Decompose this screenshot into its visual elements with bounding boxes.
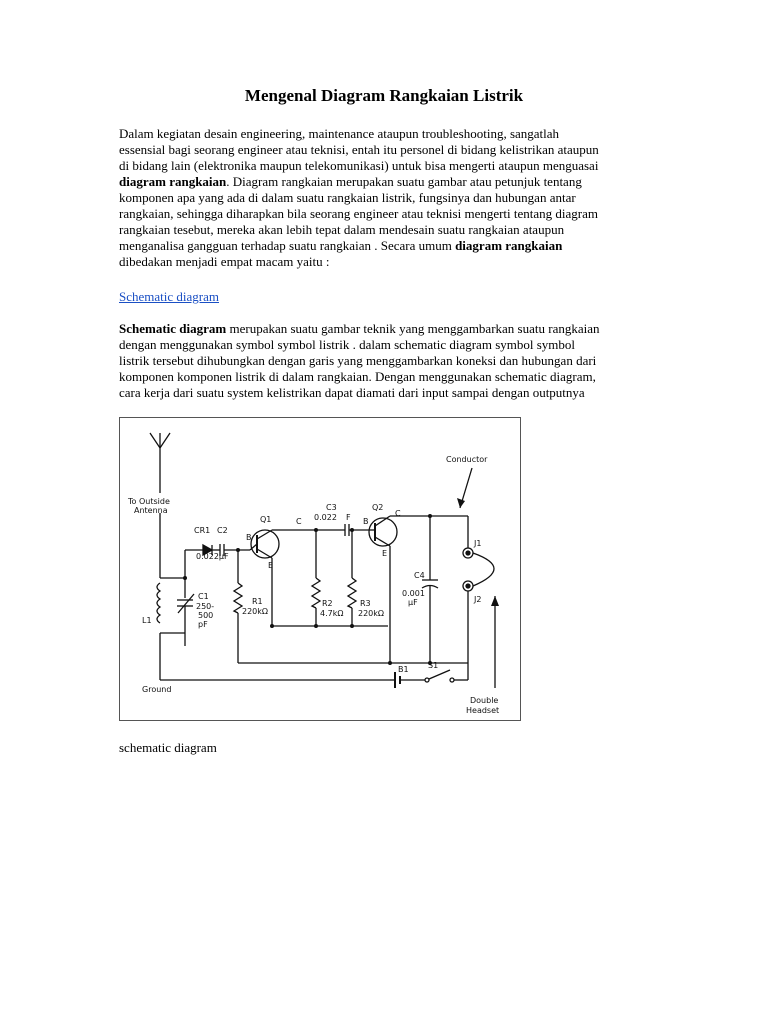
schematic-figure (119, 417, 521, 721)
text-line (119, 337, 659, 353)
text-segment: cara kerja dari suatu system kelistrikan dapat diamati dari input sampai dengan outputnya (119, 385, 585, 400)
label-c1-v1: 250- (196, 602, 215, 611)
text-segment: di bidang lain (elektronika maupun telekomunikasi) untuk bisa mengerti ataupun menguasai (119, 158, 599, 173)
text-segment: dibedakan menjadi empat macam yaitu : (119, 254, 330, 269)
label-j1: J1 (474, 539, 482, 548)
text-segment: rangkaian, sehingga diharapkan bila seorang engineer atau teknisi mengerti tentang diagram (119, 206, 599, 221)
label-j2: J2 (474, 595, 482, 604)
bold-term: Schematic diagram (119, 321, 227, 336)
schematic-diagram-link[interactable]: Schematic diagram (119, 289, 219, 304)
intro-paragraph (119, 126, 659, 270)
headset-cord (473, 553, 494, 586)
figure-caption: schematic diagram (119, 740, 217, 755)
label-r2: R2 (322, 599, 333, 608)
label-s1: S1 (428, 661, 439, 670)
label-c4-v1: 0.001 (402, 589, 425, 598)
text-line (119, 353, 659, 369)
text-segment: rangkaian tesebut, mereka akan lebih tepat dalam mendesain suatu rangkaian ataupun (119, 222, 565, 237)
label-q2: Q2 (372, 503, 384, 512)
text-segment: komponen apa yang ada di dalam suatu rangkaian listrik, fungsinya dan hubungan antar (119, 190, 576, 205)
label-c1: C1 (198, 592, 209, 601)
label-r1-val: 220kΩ (242, 607, 269, 616)
text-line (119, 238, 659, 254)
text-line (119, 206, 659, 222)
coil-l1 (157, 583, 160, 623)
label-c4-v2: μF (408, 598, 418, 607)
label-q2-e: E (382, 549, 388, 558)
switch-s1 (425, 678, 429, 682)
label-ground: Ground (142, 685, 172, 694)
label-headset-1: Double (470, 696, 499, 705)
text-segment: listrik tersebut dihubungkan dengan garis yang menggambarkan koneksi dan hubungan dari (119, 353, 597, 368)
bold-term: diagram rangkaian (455, 238, 563, 253)
text-line (119, 190, 659, 206)
text-segment: dengan menggunakan symbol symbol listrik . dalam schematic diagram symbol symbol (119, 337, 576, 352)
label-antenna-2: Antenna (134, 506, 168, 515)
schematic-diagram (120, 418, 520, 720)
label-c1-v3: pF (198, 620, 208, 629)
label-c1-v2: 500 (198, 611, 214, 620)
label-f: F (346, 513, 351, 522)
label-q2-b: B (363, 517, 369, 526)
text-segment: Dalam kegiatan desain engineering, maintenance ataupun troubleshooting, sangatlah (119, 126, 560, 141)
text-line (119, 126, 659, 142)
label-c2: C2 (217, 526, 228, 535)
label-q1: Q1 (260, 515, 272, 524)
bold-term: diagram rangkaian (119, 174, 227, 189)
text-segment: essensial bagi seorang engineer atau teknisi, entah itu personel di bidang kelistrikan ataupun (119, 142, 599, 157)
text-line (119, 222, 659, 238)
text-line (119, 385, 659, 401)
text-line (119, 142, 659, 158)
label-l1: L1 (142, 616, 152, 625)
text-segment: komponen komponen listrik di dalam rangkaian. Dengan menggunakan schematic diagram, (119, 369, 596, 384)
label-q1-e: E (268, 561, 274, 570)
label-r2-val: 4.7kΩ (320, 609, 344, 618)
text-line (119, 254, 659, 270)
text-line (119, 321, 659, 337)
label-r3-val: 220kΩ (358, 609, 385, 618)
text-line (119, 174, 659, 190)
label-headset-2: Headset (466, 706, 500, 715)
label-c4: C4 (414, 571, 425, 580)
label-b1: B1 (398, 665, 409, 674)
text-line (119, 369, 659, 385)
label-r3: R3 (360, 599, 371, 608)
resistor-r2 (312, 578, 320, 608)
label-c3-val: 0.022 (314, 513, 337, 522)
text-segment: merupakan suatu gambar teknik yang menggambarkan suatu rangkaian (226, 321, 600, 336)
label-conductor: Conductor (446, 455, 488, 464)
label-c3: C3 (326, 503, 337, 512)
text-line (119, 158, 659, 174)
label-c2-val: 0.022μF (196, 552, 229, 561)
text-segment: . Diagram rangkaian merupakan suatu gambar atau petunjuk tentang (226, 174, 582, 189)
label-q1-b: B (246, 533, 252, 542)
label-q2-c: C (395, 509, 401, 518)
label-r1: R1 (252, 597, 263, 606)
resistor-r1 (234, 583, 242, 613)
resistor-r3 (348, 578, 356, 608)
page-title: Mengenal Diagram Rangkaian Listrik (244, 86, 524, 105)
label-cr1: CR1 (194, 526, 211, 535)
schematic-paragraph (119, 321, 659, 401)
label-antenna-1: To Outside (128, 497, 170, 506)
label-q1-c: C (296, 517, 302, 526)
text-segment: menganalisa gangguan terhadap suatu rangkaian . Secara umum (119, 238, 456, 253)
